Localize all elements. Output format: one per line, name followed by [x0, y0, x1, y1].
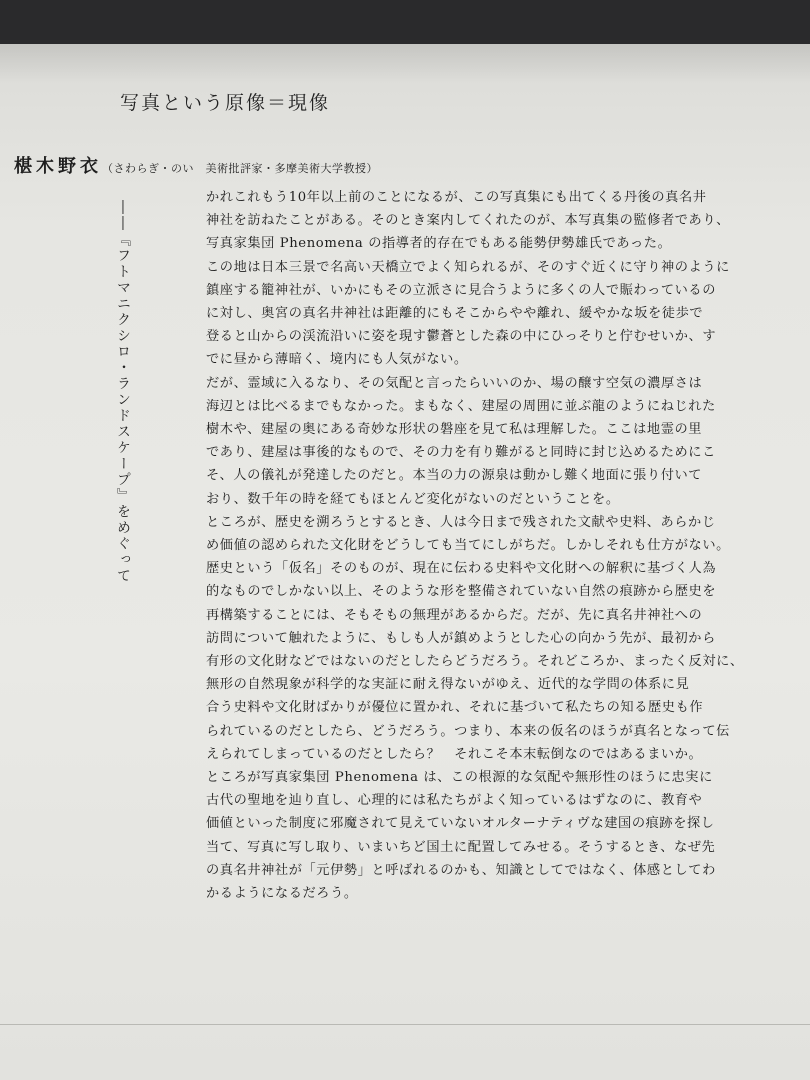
text-line: 歴史という「仮名」そのものが、現在に伝わる史料や文化財への解釈に基づく人為: [206, 561, 717, 577]
text-line: ところが写真家集団 Phenomena は、この根源的な気配や無形性のほうに忠実に: [206, 770, 713, 786]
text-line: 海辺とは比べるまでもなかった。まもなく、建屋の周囲に並ぶ龍のようにねじれた: [206, 398, 716, 414]
vertical-subtitle: ――『フトマニクシロ・ランドスケープ』をめぐって: [115, 200, 131, 584]
text-line: め価値の認められた文化財をどうしても当てにしがちだ。しかしそれも仕方がない。: [206, 538, 730, 554]
book-page: [0, 44, 810, 1080]
body-text: [206, 186, 774, 905]
text-line: この地は日本三景で名高い天橋立でよく知られるが、そのすぐ近くに守り神のように: [206, 259, 730, 275]
text-line: かれこれもう10年以上前のことになるが、この写真集にも出てくる丹後の真名井: [206, 190, 707, 205]
text-line: 樹木や、建屋の奥にある奇妙な形状の磐座を見て私は理解した。ここは地霊の里: [206, 422, 703, 438]
text-line: 有形の文化財などではないのだとしたらどうだろう。それどころか、まったく反対に、: [206, 654, 744, 670]
text-line: でに昼から薄暗く、境内にも人気がない。: [206, 352, 468, 368]
text-line: おり、数千年の時を経てもほとんど変化がないのだということを。: [206, 491, 620, 507]
text-line: 当て、写真に写し取り、いまいちど国土に配置してみせる。そうするとき、なぜ先: [206, 839, 716, 855]
text-line: の真名井神社が「元伊勢」と呼ばれるのかも、知識としてではなく、体感としてわ: [206, 862, 716, 878]
text-line: 無形の自然現象が科学的な実証に耐え得ないがゆえ、近代的な学問の体系に見: [206, 677, 690, 693]
bottom-rule: [0, 1024, 810, 1025]
text-line: 合う史料や文化財ばかりが優位に置かれ、それに基づいて私たちの知る歴史も作: [206, 700, 704, 716]
author-note: （さわらぎ・のい 美術批評家・多摩美術大学教授）: [102, 162, 378, 175]
text-line: だが、霊域に入るなり、その気配と言ったらいいのか、場の醸す空気の濃厚さは: [206, 375, 703, 391]
author-name: 椹木野衣: [14, 156, 102, 177]
text-line: 価値といった制度に邪魔されて見えていないオルターナティヴな建国の痕跡を探し: [206, 816, 715, 832]
article-title: 写真という原像＝現像: [120, 92, 331, 114]
text-line: ところが、歴史を溯ろうとするとき、人は今日まで残された文献や史料、あらかじ: [206, 514, 716, 530]
text-line: 写真家集団 Phenomena の指導者的存在でもある能勢伊勢雄氏であった。: [206, 236, 672, 252]
text-line: であり、建屋は事後的なもので、その力を有り難がると同時に封じ込めるためにこ: [206, 445, 716, 461]
text-line: 的なものでしかない以上、そのような形を整備されていない自然の痕跡から歴史を: [206, 584, 717, 600]
text-line: えられてしまっているのだとしたら？ それこそ本末転倒なのではあるまいか。: [206, 746, 703, 762]
text-line: 神社を訪ねたことがある。そのとき案内してくれたのが、本写真集の監修者であり、: [206, 213, 730, 229]
text-line: に対し、奥宮の真名井神社は距離的にもそこからやや離れ、緩やかな坂を徒歩で: [206, 306, 704, 322]
text-line: られているのだとしたら、どうだろう。つまり、本来の仮名のほうが真名となって伝: [206, 723, 730, 739]
text-line: 再構築することには、そもそもの無理があるからだ。だが、先に真名井神社への: [206, 607, 703, 623]
text-line: 訪問について触れたように、もしも人が鎮めようとした心の向かう先が、最初から: [206, 630, 716, 646]
text-line: そ、人の儀礼が発達したのだと。本当の力の源泉は動かし難く地面に張り付いて: [206, 468, 703, 484]
text-line: 鎮座する籠神社が、いかにもその立派さに見合うように多くの人で賑わっているの: [206, 282, 717, 298]
text-line: 古代の聖地を辿り直し、心理的には私たちがよく知っているはずなのに、教育や: [206, 793, 703, 809]
page-shadow: [0, 44, 810, 84]
text-line: かるようになるだろう。: [206, 886, 358, 902]
author-line: [14, 152, 378, 178]
text-line: 登ると山からの渓流沿いに姿を現す鬱蒼とした森の中にひっそりと佇むせいか、す: [206, 329, 717, 345]
